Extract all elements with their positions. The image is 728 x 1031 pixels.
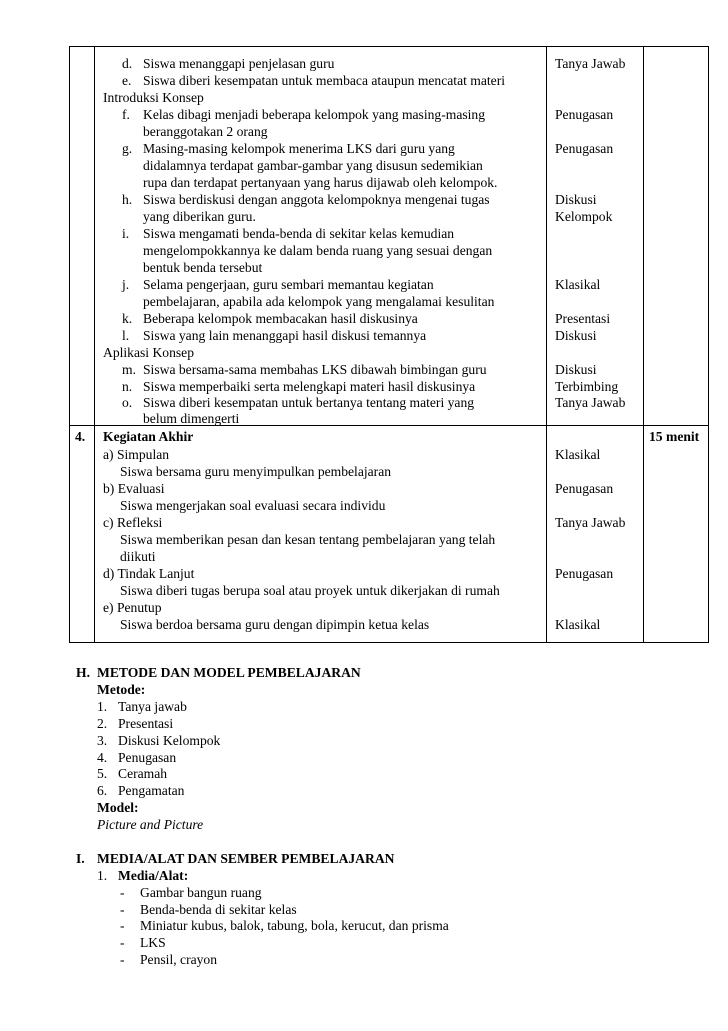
table-divider-method [546, 46, 547, 643]
item-text: Kelas dibagi menjadi beberapa kelompok yang masing-masing [143, 107, 486, 122]
item-text: Siswa diberi kesempatan untuk bertanya tentang materi yang [143, 395, 475, 410]
table-divider-time [643, 46, 644, 643]
method-cell: Klasikal [555, 277, 601, 292]
model-label: Model: [97, 800, 139, 815]
section-label-introduksi: Introduksi Konsep [103, 90, 204, 105]
item-text: Siswa mengamati benda-benda di sekitar kelas kemudian [143, 226, 455, 241]
bullet-dash: - [120, 918, 125, 933]
bullet-dash: - [120, 935, 125, 950]
item-text: Siswa bersama-sama membahas LKS dibawah bimbingan guru [143, 362, 487, 377]
list-item: Benda-benda di sekitar kelas [140, 902, 297, 917]
table-border-right [708, 46, 709, 643]
item-letter: m. [122, 362, 136, 377]
table-border-left [69, 46, 70, 643]
item-text: Siswa memperbaiki serta melengkapi materi hasil diskusinya [143, 379, 476, 394]
list-number: 4. [97, 750, 108, 765]
item-text: beranggotakan 2 orang [143, 124, 268, 139]
method-cell: Klasikal [555, 617, 601, 632]
item-letter: j. [122, 277, 130, 292]
bullet-dash: - [120, 902, 125, 917]
item-text: Siswa berdoa bersama guru dengan dipimpin ketua kelas [120, 617, 430, 632]
item-text: Beberapa kelompok membacakan hasil diskusinya [143, 311, 418, 326]
method-cell: Diskusi [555, 192, 597, 207]
item-head: c) Refleksi [103, 515, 163, 530]
item-letter: h. [122, 192, 133, 207]
list-item: Pensil, crayon [140, 952, 218, 967]
section-label-aplikasi: Aplikasi Konsep [103, 345, 194, 360]
method-cell: Penugasan [555, 566, 614, 581]
section-letter: I. [76, 851, 85, 866]
item-text: mengelompokkannya ke dalam benda ruang yang sesuai dengan [143, 243, 493, 258]
method-cell: Penugasan [555, 107, 614, 122]
item-text: bentuk benda tersebut [143, 260, 263, 275]
metode-label: Metode: [97, 682, 146, 697]
item-text: Siswa menanggapi penjelasan guru [143, 56, 335, 71]
row-time: 15 menit [649, 429, 700, 444]
item-head: e) Penutup [103, 600, 162, 615]
list-number: 6. [97, 783, 108, 798]
item-letter: n. [122, 379, 133, 394]
item-text: belum dimengerti [143, 411, 240, 426]
item-head: a) Simpulan [103, 447, 170, 462]
list-item: Pengamatan [118, 783, 185, 798]
method-cell: Presentasi [555, 311, 611, 326]
item-head: d) Tindak Lanjut [103, 566, 195, 581]
table-divider-number [94, 46, 95, 643]
list-item: Presentasi [118, 716, 174, 731]
item-letter: o. [122, 395, 133, 410]
item-text: Siswa mengerjakan soal evaluasi secara individu [120, 498, 386, 513]
item-letter: f. [122, 107, 130, 122]
bullet-dash: - [120, 885, 125, 900]
item-letter: i. [122, 226, 130, 241]
section-letter: H. [76, 665, 90, 680]
item-text: Siswa memberikan pesan dan kesan tentang pembelajaran yang telah [120, 532, 496, 547]
table-border-bottom [69, 642, 709, 643]
section-title: METODE DAN MODEL PEMBELAJARAN [97, 665, 361, 680]
list-number: 1. [97, 868, 108, 883]
row-title: Kegiatan Akhir [103, 429, 194, 444]
list-number: 3. [97, 733, 108, 748]
item-text: didalamnya terdapat gambar-gambar yang disusun sedemikian [143, 158, 483, 173]
media-label: Media/Alat: [118, 868, 189, 883]
method-cell: Tanya Jawab [555, 515, 626, 530]
method-cell: Diskusi [555, 362, 597, 377]
method-cell: Penugasan [555, 481, 614, 496]
method-cell: Kelompok [555, 209, 613, 224]
item-text: Siswa bersama guru menyimpulkan pembelajaran [120, 464, 392, 479]
item-text: rupa dan terdapat pertanyaan yang harus dijawab oleh kelompok. [143, 175, 498, 190]
list-item: Penugasan [118, 750, 177, 765]
item-letter: l. [122, 328, 130, 343]
item-text: Siswa berdiskusi dengan anggota kelompoknya mengenai tugas [143, 192, 490, 207]
method-cell: Penugasan [555, 141, 614, 156]
model-value: Picture and Picture [97, 817, 204, 832]
method-cell: Terbimbing [555, 379, 619, 394]
bullet-dash: - [120, 952, 125, 967]
table-border-top [69, 46, 709, 47]
item-letter: d. [122, 56, 133, 71]
item-text: Siswa diberi tugas berupa soal atau proyek untuk dikerjakan di rumah [120, 583, 500, 598]
list-item: Ceramah [118, 766, 168, 781]
item-letter: g. [122, 141, 133, 156]
list-item: LKS [140, 935, 166, 950]
method-cell: Diskusi [555, 328, 597, 343]
item-text: yang diberikan guru. [143, 209, 256, 224]
method-cell: Klasikal [555, 447, 601, 462]
method-cell: Tanya Jawab [555, 56, 626, 71]
item-letter: k. [122, 311, 133, 326]
item-text: diikuti [120, 549, 156, 564]
list-item: Diskusi Kelompok [118, 733, 221, 748]
list-item: Gambar bangun ruang [140, 885, 262, 900]
item-text: Siswa diberi kesempatan untuk membaca ataupun mencatat materi [143, 73, 505, 88]
item-letter: e. [122, 73, 132, 88]
item-text: Selama pengerjaan, guru sembari memantau kegiatan [143, 277, 434, 292]
list-number: 1. [97, 699, 108, 714]
list-number: 5. [97, 766, 108, 781]
item-head: b) Evaluasi [103, 481, 165, 496]
item-text: Masing-masing kelompok menerima LKS dari guru yang [143, 141, 455, 156]
method-cell: Tanya Jawab [555, 395, 626, 410]
list-item: Tanya jawab [118, 699, 187, 714]
item-text: pembelajaran, apabila ada kelompok yang mengalamai kesulitan [143, 294, 495, 309]
section-title: MEDIA/ALAT DAN SEMBER PEMBELAJARAN [97, 851, 395, 866]
list-number: 2. [97, 716, 108, 731]
item-text: Siswa yang lain menanggapi hasil diskusi temannya [143, 328, 427, 343]
row-number: 4. [75, 429, 86, 444]
list-item: Miniatur kubus, balok, tabung, bola, kerucut, dan prisma [140, 918, 449, 933]
